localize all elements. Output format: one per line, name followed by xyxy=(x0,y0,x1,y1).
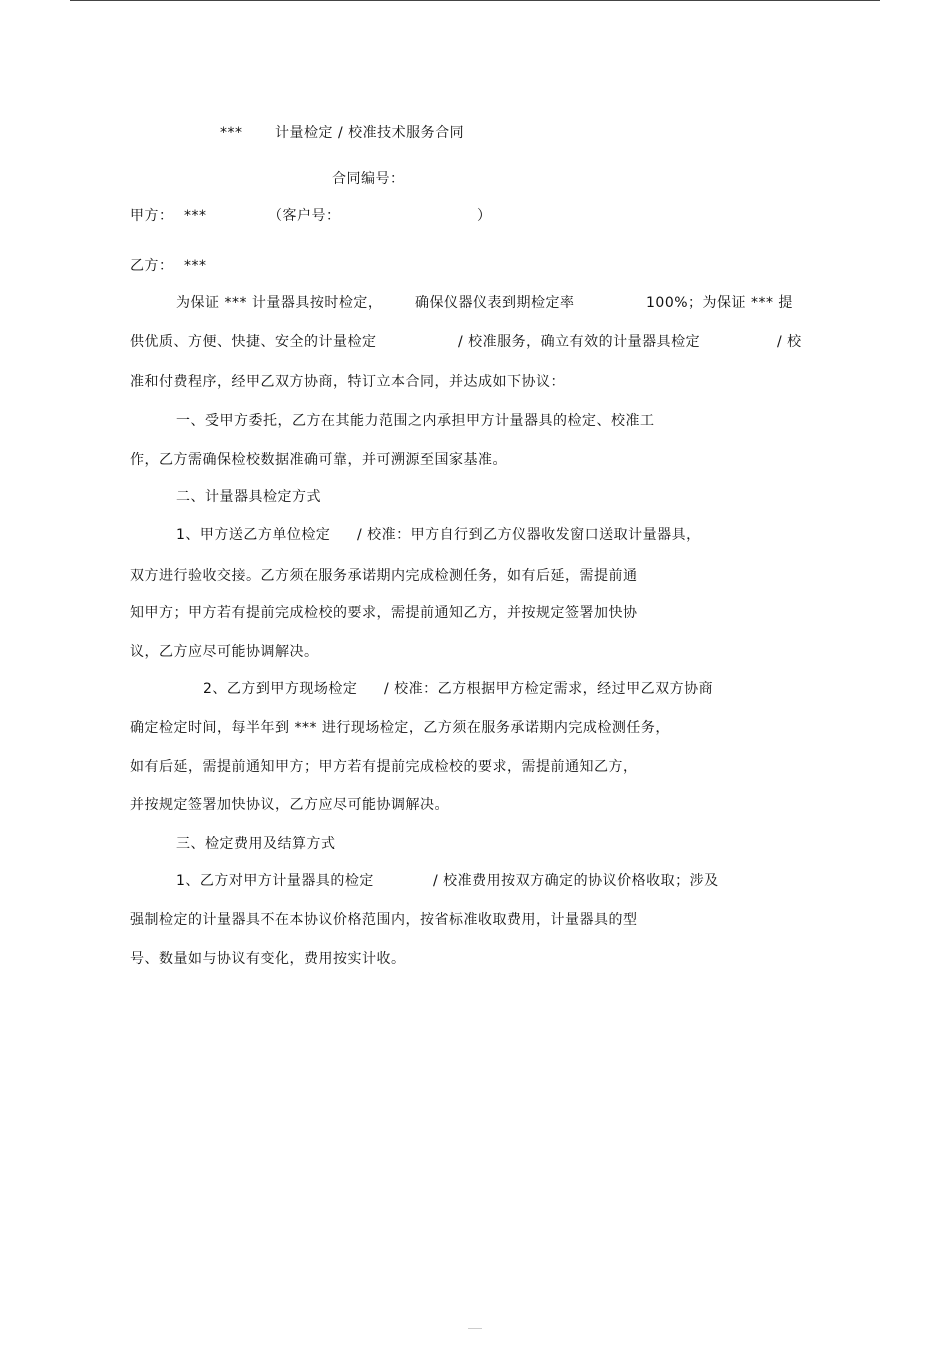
party-b-label: 乙方： xyxy=(130,258,174,274)
party-b-name: *** xyxy=(184,258,207,274)
section-3-line-2: 强制检定的计量器具不在本协议价格范围内，按省标准收取费用，计量器具的型 xyxy=(130,912,638,928)
section-2-item-1a: 1、甲方送乙方单位检定 xyxy=(176,527,331,543)
intro-line-2b: / 校准服务，确立有效的计量器具检定 xyxy=(458,334,701,350)
section-2-line-4: 议，乙方应尽可能协调解决。 xyxy=(130,644,319,660)
section-2-line-6: 确定检定时间，每半年到 *** 进行现场检定，乙方须在服务承诺期内完成检测任务， xyxy=(130,720,670,736)
party-a-name: *** xyxy=(184,208,207,224)
intro-line-2a: 供优质、方便、快捷、安全的计量检定 xyxy=(130,334,377,350)
section-2-item-2a: 2、乙方到甲方现场检定 xyxy=(203,681,358,697)
intro-line-1b: 确保仪器仪表到期检定率 xyxy=(415,295,575,311)
section-2-heading: 二、计量器具检定方式 xyxy=(176,489,321,505)
section-3-line-3: 号、数量如与协议有变化，费用按实计收。 xyxy=(130,951,406,967)
party-a-label: 甲方： xyxy=(130,208,174,224)
page-title: 计量检定 / 校准技术服务合同 xyxy=(275,125,465,141)
section-3-item-1a: 1、乙方对甲方计量器具的检定 xyxy=(176,873,374,889)
section-3-item-1b: / 校准费用按双方确定的协议价格收取；涉及 xyxy=(433,873,719,889)
title-prefix: *** xyxy=(220,125,243,141)
section-2-item-1b: / 校准：甲方自行到乙方仪器收发窗口送取计量器具， xyxy=(357,527,701,543)
section-2-line-8: 并按规定签署加快协议，乙方应尽可能协调解决。 xyxy=(130,797,449,813)
section-2-line-2: 双方进行验收交接。乙方须在服务承诺期内完成检测任务，如有后延，需提前通 xyxy=(130,568,638,584)
customer-no-label: （客户号： xyxy=(268,208,341,224)
intro-line-1a: 为保证 *** 计量器具按时检定， xyxy=(176,295,383,311)
intro-line-3: 准和付费程序，经甲乙双方协商，特订立本合同，并达成如下协议： xyxy=(130,374,565,390)
page-top-rule xyxy=(70,0,880,1)
section-1-line-2: 作，乙方需确保检校数据准确可靠，并可溯源至国家基准。 xyxy=(130,452,507,468)
page-footer-mark xyxy=(468,1328,482,1329)
intro-line-1c: 100%；为保证 *** 提 xyxy=(646,295,793,311)
intro-line-2c: / 校 xyxy=(777,334,802,350)
section-2-line-7: 如有后延，需提前通知甲方；甲方若有提前完成检校的要求，需提前通知乙方， xyxy=(130,759,638,775)
section-1-line-1: 一、受甲方委托，乙方在其能力范围之内承担甲方计量器具的检定、校准工 xyxy=(176,413,655,429)
contract-no-label: 合同编号： xyxy=(332,171,405,187)
section-2-line-3: 知甲方；甲方若有提前完成检校的要求，需提前通知乙方，并按规定签署加快协 xyxy=(130,605,638,621)
customer-no-close: ） xyxy=(477,208,492,224)
section-3-heading: 三、检定费用及结算方式 xyxy=(176,836,336,852)
section-2-item-2b: / 校准：乙方根据甲方检定需求，经过甲乙双方协商 xyxy=(384,681,714,697)
